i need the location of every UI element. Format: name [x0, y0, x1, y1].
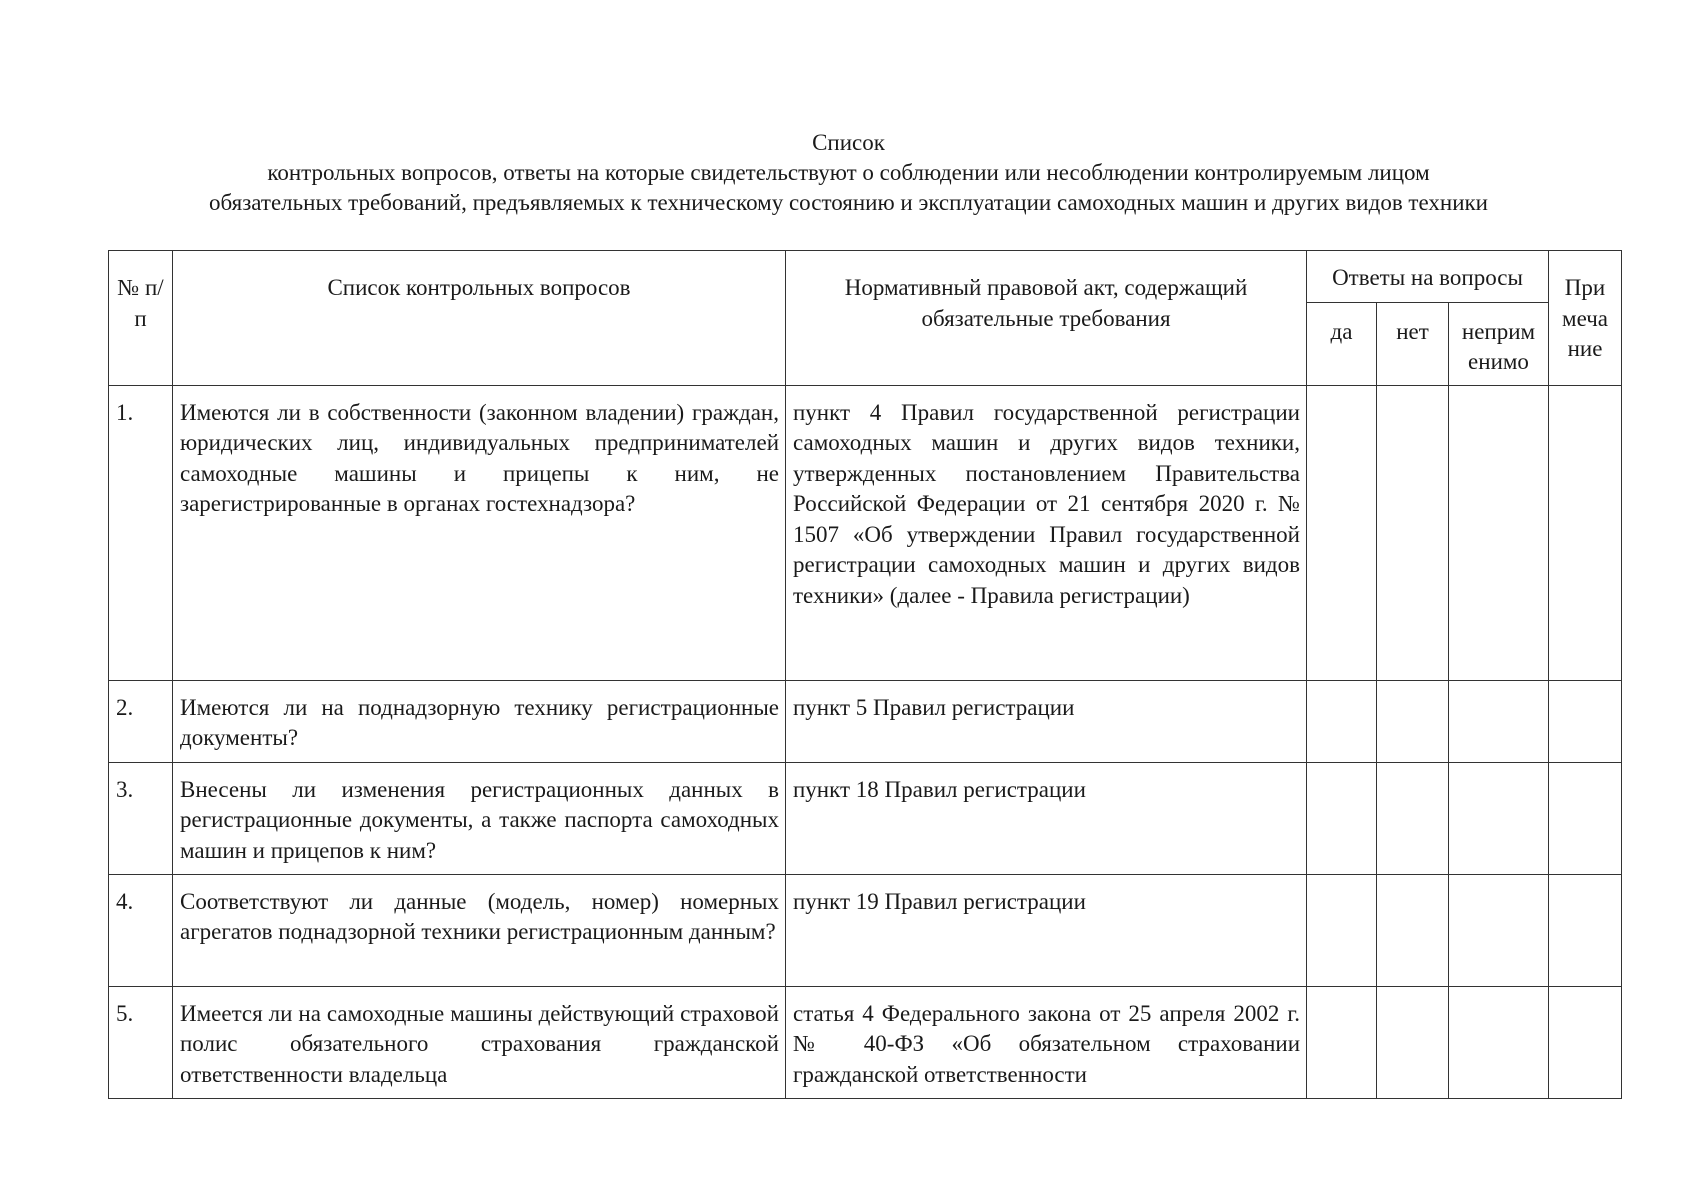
answer-yes-cell[interactable] — [1307, 874, 1377, 986]
row-num: 4. — [109, 874, 173, 986]
answer-na-cell[interactable] — [1449, 874, 1549, 986]
header-na: неприм енимо — [1449, 302, 1549, 385]
checklist-table — [108, 250, 1622, 1099]
row-act: пункт 19 Правил регистрации — [786, 874, 1307, 986]
answer-na-cell[interactable] — [1449, 762, 1549, 874]
row-question: Соответствуют ли данные (модель, номер) номерных агрегатов поднадзорной техники регистрационным данным? — [173, 874, 786, 986]
answer-yes-cell[interactable] — [1307, 762, 1377, 874]
table-row — [109, 762, 1622, 874]
title-line-3: обязательных требований, предъявляемых к техническому состоянию и эксплуатации самоходных машин и других видов техники — [209, 190, 1488, 215]
row-num: 2. — [109, 680, 173, 762]
header-questions: Список контрольных вопросов — [173, 251, 786, 386]
answer-na-cell[interactable] — [1449, 385, 1549, 680]
answer-yes-cell[interactable] — [1307, 986, 1377, 1098]
note-cell[interactable] — [1549, 762, 1622, 874]
row-num: 3. — [109, 762, 173, 874]
answer-yes-cell[interactable] — [1307, 385, 1377, 680]
answer-no-cell[interactable] — [1377, 680, 1449, 762]
answer-no-cell[interactable] — [1377, 385, 1449, 680]
header-answers: Ответы на вопросы — [1307, 251, 1549, 303]
answer-no-cell[interactable] — [1377, 986, 1449, 1098]
header-note: При меча ние — [1549, 251, 1622, 386]
table-row — [109, 874, 1622, 986]
header-no: нет — [1377, 302, 1449, 385]
header-yes: да — [1307, 302, 1377, 385]
document-title — [0, 128, 1697, 218]
note-cell[interactable] — [1549, 986, 1622, 1098]
answer-na-cell[interactable] — [1449, 986, 1549, 1098]
row-act: пункт 4 Правил государственной регистрации самоходных машин и других видов техники, утвержденных постановлением Правительства Российской Федерации от 21 сентября 2020 г. № 1507 «Об утверждении Правил государственной регистрации самоходных машин и других видов техники» (далее - Правила регистрации) — [786, 385, 1307, 680]
answer-no-cell[interactable] — [1377, 874, 1449, 986]
row-act: пункт 18 Правил регистрации — [786, 762, 1307, 874]
header-row — [109, 251, 1622, 303]
row-question: Имеются ли в собственности (законном владении) граждан, юридических лиц, индивидуальных предпринимателей самоходные машины и прицепы к ним, не зарегистрированные в органах гостехнадзора? — [173, 385, 786, 680]
note-cell[interactable] — [1549, 680, 1622, 762]
answer-no-cell[interactable] — [1377, 762, 1449, 874]
row-num: 5. — [109, 986, 173, 1098]
note-cell[interactable] — [1549, 874, 1622, 986]
row-question: Внесены ли изменения регистрационных данных в регистрационные документы, а также паспорта самоходных машин и прицепов к ним? — [173, 762, 786, 874]
header-act: Нормативный правовой акт, содержащий обязательные требования — [786, 251, 1307, 386]
table-row — [109, 385, 1622, 680]
header-num: № п/п — [109, 251, 173, 386]
table-row — [109, 680, 1622, 762]
note-cell[interactable] — [1549, 385, 1622, 680]
row-num: 1. — [109, 385, 173, 680]
title-line-1: Список — [812, 130, 885, 155]
table-row — [109, 986, 1622, 1098]
title-line-2: контрольных вопросов, ответы на которые свидетельствуют о соблюдении или несоблюдении контролируемым лицом — [267, 160, 1430, 185]
row-act: статья 4 Федерального закона от 25 апреля 2002 г. № 40-ФЗ «Об обязательном страховании гражданской ответственности — [786, 986, 1307, 1098]
row-act: пункт 5 Правил регистрации — [786, 680, 1307, 762]
row-question: Имеются ли на поднадзорную технику регистрационные документы? — [173, 680, 786, 762]
answer-na-cell[interactable] — [1449, 680, 1549, 762]
row-question: Имеется ли на самоходные машины действующий страховой полис обязательного страхования гражданской ответственности владельца — [173, 986, 786, 1098]
answer-yes-cell[interactable] — [1307, 680, 1377, 762]
